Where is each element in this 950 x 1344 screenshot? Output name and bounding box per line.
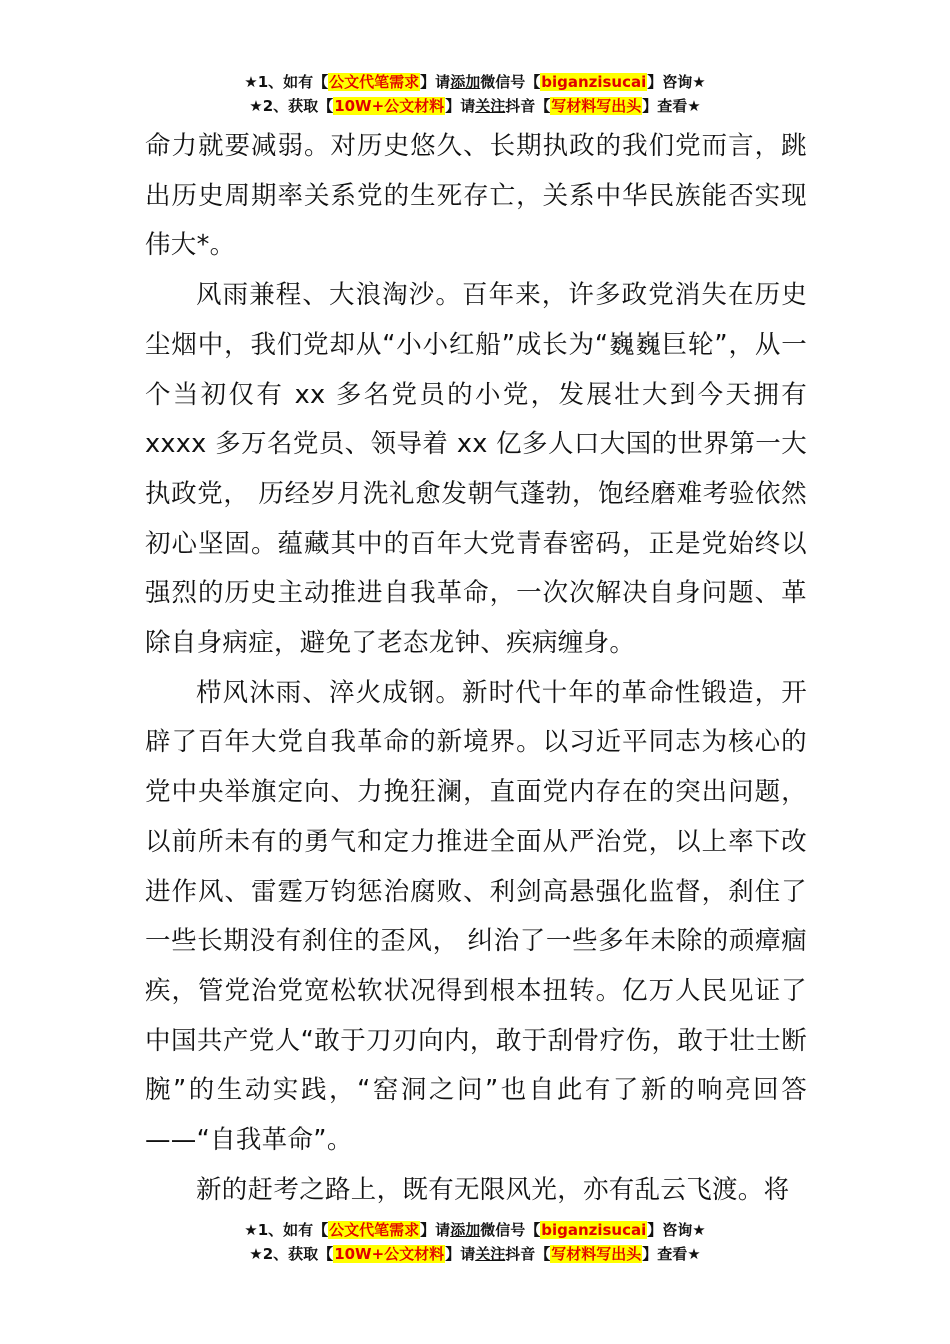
- banner-line-2: [0, 1242, 950, 1266]
- banner-text: 】请: [420, 73, 451, 91]
- banner-text: 】请: [420, 1221, 451, 1239]
- paragraph-1: 命力就要减弱。对历史悠久、长期执政的我们党而言，跳出历史周期率关系党的生死存亡，关系中华民族能否实现伟大*。: [145, 131, 807, 261]
- banner-text: 微信号【: [480, 1221, 541, 1239]
- document-body: [145, 122, 807, 1215]
- footer-banner: [0, 1218, 950, 1266]
- banner-emphasis: 添加: [450, 73, 481, 91]
- banner-text: ★2、获取【: [249, 1245, 334, 1263]
- banner-text: 微信号【: [480, 73, 541, 91]
- banner-text: 】查看★: [642, 1245, 701, 1263]
- banner-line-1: [0, 1218, 950, 1242]
- highlight-service: 公文代笔需求: [329, 73, 420, 91]
- paragraph-4: 新的赶考之路上，既有无限风光，亦有乱云飞渡。将: [196, 1174, 790, 1205]
- banner-text: ★2、获取【: [249, 97, 334, 115]
- banner-text: ★1、如有【: [244, 73, 329, 91]
- highlight-service: 公文代笔需求: [329, 1221, 420, 1239]
- highlight-douyin: 写材料写出头: [551, 97, 642, 115]
- banner-line-1: [0, 70, 950, 94]
- banner-text: ★1、如有【: [244, 1221, 329, 1239]
- highlight-wechat-id: biganzisucai: [541, 1221, 647, 1239]
- highlight-materials: 10W+公文材料: [334, 1245, 445, 1263]
- banner-text: 】请: [445, 97, 476, 115]
- header-banner: [0, 70, 950, 118]
- highlight-materials: 10W+公文材料: [334, 97, 445, 115]
- highlight-wechat-id: biganzisucai: [541, 73, 647, 91]
- banner-text: 抖音【: [505, 1245, 551, 1263]
- highlight-douyin: 写材料写出头: [551, 1245, 642, 1263]
- paragraph-3: 栉风沐雨、淬火成钢。新时代十年的革命性锻造，开辟了百年大党自我革命的新境界。以习近平同志为核心的党中央举旗定向、力挽狂澜，直面党内存在的突出问题，以前所未有的勇气和定力推进全面从严治党，以上率下改进作风、雷霆万钧惩治腐败、利剑高悬强化监督，刹住了一些长期没有刹住的歪风， 纠治了一些多年未除的顽瘴痼疾，管党治党宽松软状况得到根本扭转。亿万人民见证了中国共产党人“敢于刀刃向内，敢于刮骨疗伤，敢于壮士断腕”的生动实践，“窑洞之问”也自此有了新的响亮回答——“自我革命”。: [145, 677, 807, 1156]
- banner-text: 】咨询★: [647, 73, 706, 91]
- banner-text: 】咨询★: [647, 1221, 706, 1239]
- banner-text: 】查看★: [642, 97, 701, 115]
- banner-text: 抖音【: [505, 97, 551, 115]
- banner-text: 】请: [445, 1245, 476, 1263]
- banner-line-2: [0, 94, 950, 118]
- banner-emphasis: 关注: [475, 1245, 506, 1263]
- paragraph-2: 风雨兼程、大浪淘沙。百年来，许多政党消失在历史尘烟中，我们党却从“小小红船”成长为“巍巍巨轮”，从一个当初仅有 xx 多名党员的小党，发展壮大到今天拥有 xxxx 多万名党员、领导着 xx 亿多人口大国的世界第一大执政党， 历经岁月洗礼愈发朝气蓬勃，饱经磨难考验依然初心坚固。蕴藏其中的百年大党青春密码，正是党始终以强烈的历史主动推进自我革命，一次次解决自身问题、革除自身病症，避免了老态龙钟、疾病缠身。: [145, 280, 807, 659]
- banner-emphasis: 关注: [475, 97, 506, 115]
- banner-emphasis: 添加: [450, 1221, 481, 1239]
